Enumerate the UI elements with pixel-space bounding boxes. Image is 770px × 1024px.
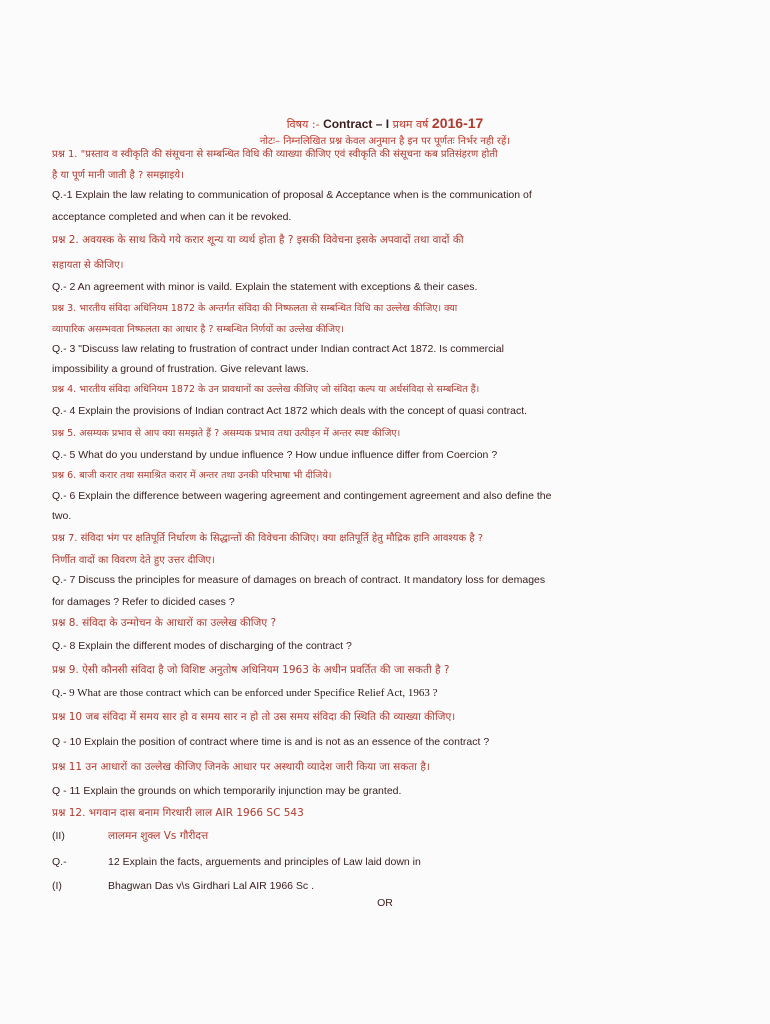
question-6-english-line-1: Q.- 6 Explain the difference between wagering agreement and contingement agreement and also define the	[52, 490, 552, 502]
question-6-hindi: प्रश्न 6. बाजी करार तथा समाश्रित करार में अन्तर तथा उनकी परिभाषा भी दीजिये।	[52, 470, 332, 481]
question-7-hindi-line-2: निर्णीत वादों का विवरण देते हुए उत्तर दीजिए।	[52, 555, 215, 566]
question-7-hindi-line-1: प्रश्न 7. संविदा भंग पर क्षतिपूर्ति निर्धारण के सिद्धान्तों की विवेचना कीजिए। क्या क्षतिपूर्ति हेतु मौद्रिक हानि आवश्यक है ?	[52, 533, 484, 544]
list-text: लालमन शुक्ल Vs गौरीदत्त	[108, 830, 209, 842]
question-3-hindi-line-1: प्रश्न 3. भारतीय संविदा अधिनियम 1872 के अन्तर्गत संविदा की निष्फलता से सम्बन्धित विधि का उल्लेख कीजिए। क्या	[52, 303, 458, 314]
question-2-hindi-line-2: सहायता से कीजिए।	[52, 260, 124, 271]
question-3-english-line-1: Q.- 3 "Discuss law relating to frustration of contract under Indian contract Act 1872. Is commercial	[52, 343, 504, 355]
question-2-hindi-line-1: प्रश्न 2. अवयस्क के साथ किये गये करार शून्य या व्यर्थ होता है ? इसकी विवेचना इसके अपवादों तथा वादों की	[52, 234, 464, 246]
question-5-hindi: प्रश्न 5. असम्यक प्रभाव से आप क्या समझते हैं ? असम्यक प्रभाव तथा उत्पीड़न में अन्तर स्पष्ट कीजिए।	[52, 428, 401, 439]
question-12-hindi: प्रश्न 12. भगवान दास बनाम गिरधारी लाल AIR 1966 SC 543	[52, 807, 304, 819]
question-1-english-line-2: acceptance completed and when can it be revoked.	[52, 211, 292, 223]
question-11-hindi: प्रश्न 11 उन आधारों का उल्लेख कीजिए जिनके आधार पर अस्थायी व्यादेश जारी किया जा सकता है।	[52, 761, 430, 773]
question-3-english-line-2: impossibility a ground of frustration. Give relevant laws.	[52, 363, 309, 375]
year-label: प्रथम वर्ष	[392, 118, 429, 131]
question-4-english: Q.- 4 Explain the provisions of Indian contract Act 1872 which deals with the concept of quasi contract.	[52, 405, 528, 417]
list-marker: (II)	[52, 830, 65, 842]
list-text: 12 Explain the facts, arguements and principles of Law laid down in	[108, 856, 421, 868]
question-5-english: Q.- 5 What do you understand by undue influence ? How undue influence differ from Coercion ?	[52, 449, 498, 461]
question-8-english: Q.- 8 Explain the different modes of discharging of the contract ?	[52, 640, 352, 652]
subject-label: विषय :-	[286, 118, 320, 131]
question-10-english: Q - 10 Explain the position of contract where time is and is not as an essence of the contract ?	[52, 736, 490, 748]
question-6-english-line-2: two.	[52, 510, 72, 522]
disclaimer-note: नोटः– निम्नलिखित प्रश्न केवल अनुमान है इन पर पूर्णतः निर्भर नही रहें।	[259, 136, 511, 147]
question-1-hindi-line-2: है या पूर्ण मानी जाती है ? समझाइये।	[52, 170, 184, 181]
question-2-english: Q.- 2 An agreement with minor is vaild. Explain the statement with exceptions & their cases.	[52, 281, 478, 293]
question-12-case-ii	[52, 829, 208, 843]
subject-name: Contract – I	[323, 117, 390, 131]
or-separator: OR	[377, 897, 393, 909]
question-1-english-line-1: Q.-1 Explain the law relating to communication of proposal & Acceptance when is the communication of	[52, 189, 532, 201]
question-11-english: Q - 11 Explain the grounds on which temporarily injunction may be granted.	[52, 785, 402, 797]
question-9-hindi: प्रश्न 9. ऐसी कौनसी संविदा है जो विशिष्ट अनुतोष अधिनियम 1963 के अधीन प्रवर्तित की जा सकती है ?	[52, 664, 450, 676]
question-7-english-line-2: for damages ? Refer to dicided cases ?	[52, 596, 235, 608]
question-7-english-line-1: Q.- 7 Discuss the principles for measure of damages on breach of contract. It mandatory loss for demages	[52, 574, 546, 586]
question-3-hindi-line-2: व्यापारिक असम्भवता निष्फलता का आधार है ? सम्बन्धित निर्णयों का उल्लेख कीजिए।	[52, 324, 344, 335]
list-text: Bhagwan Das v\s Girdhari Lal AIR 1966 Sc .	[108, 880, 315, 892]
question-10-hindi: प्रश्न 10 जब संविदा में समय सार हो व समय सार न हो तो उस समय संविदा की स्थिति की व्याख्या कीजिए।	[52, 711, 456, 723]
question-8-hindi: प्रश्न 8. संविदा के उन्मोचन के आधारों का उल्लेख कीजिए ?	[52, 617, 277, 629]
list-marker: Q.-	[52, 856, 67, 868]
question-4-hindi: प्रश्न 4. भारतीय संविदा अधिनियम 1872 के उन प्रावधानों का उल्लेख कीजिए जो संविदा कल्प या अर्धसंविदा से सम्बन्धित हैं।	[52, 384, 480, 395]
list-marker: (I)	[52, 880, 62, 892]
session-year: 2016-17	[431, 115, 484, 131]
question-12-case-i	[52, 880, 314, 892]
question-1-hindi-line-1: प्रश्न 1. "प्रस्ताव व स्वीकृति की संसूचना से सम्बन्धित विधि की व्याख्या कीजिए एवं स्वीकृति की संसूचना कब प्रतिसंहरण होती	[52, 149, 498, 160]
subject-header	[0, 115, 770, 132]
question-12-english	[52, 856, 421, 868]
question-9-english: Q.- 9 What are those contract which can be enforced under Specifice Relief Act, 1963 ?	[52, 687, 438, 699]
